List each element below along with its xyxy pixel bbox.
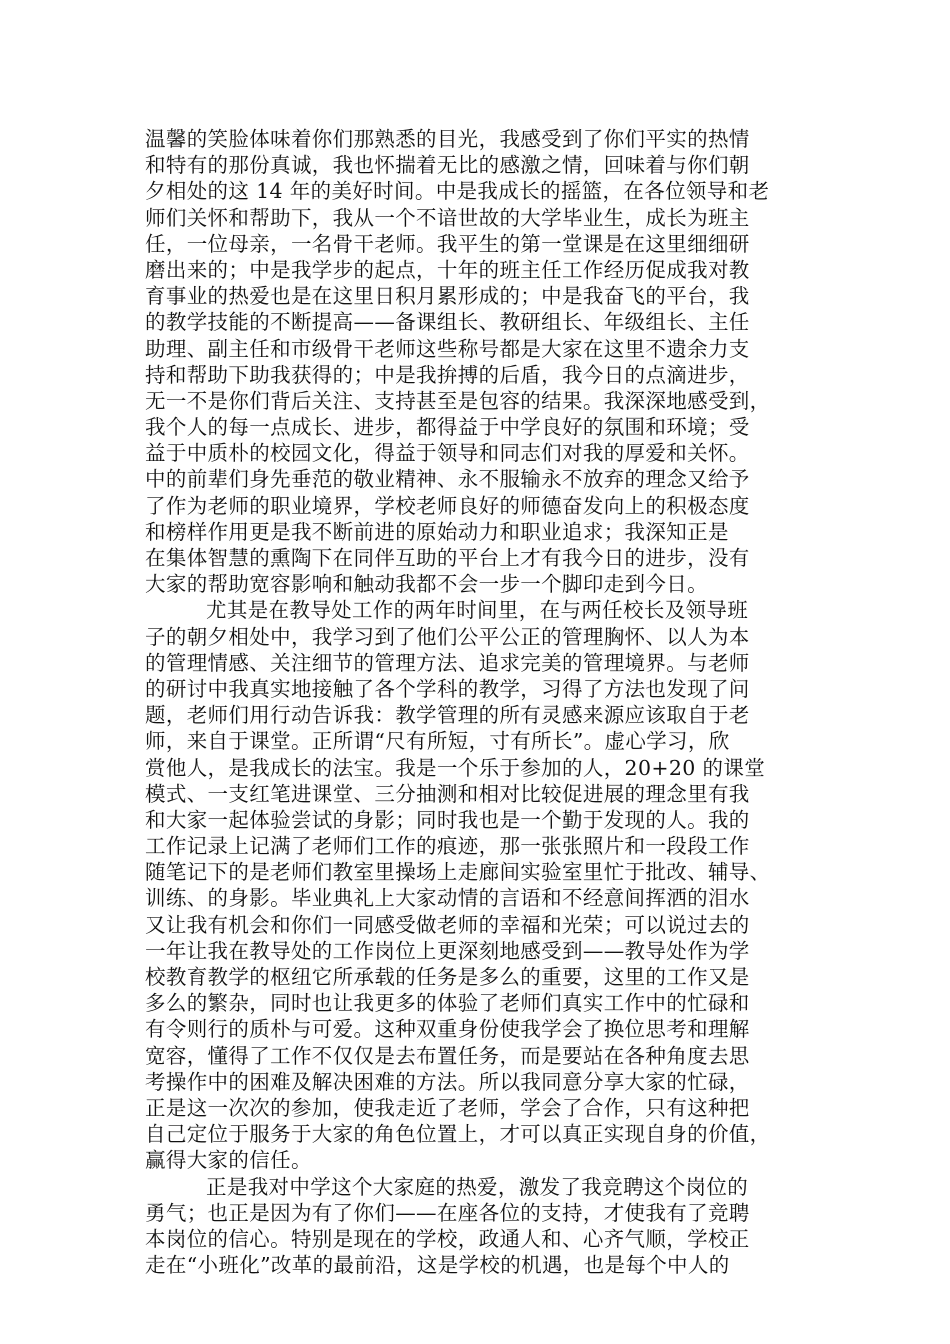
text-line: 随笔记下的是老师们教室里操场上走廊间实验室里忙于批改、辅导、: [145, 860, 771, 885]
text-line: 赏他人，是我成长的法宝。我是一个乐于参加的人，20+20 的课堂: [145, 755, 766, 780]
text-line: 的教学技能的不断提高——备课组长、教研组长、年级组长、主任: [145, 310, 750, 335]
text-line: 我个人的每一点成长、进步，都得益于中学良好的氛围和环境；受: [145, 415, 750, 440]
text-line: 任，一位母亲，一名骨干老师。我平生的第一堂课是在这里细细研: [145, 231, 750, 256]
text-line: 持和帮助下助我获得的；中是我拚搏的后盾，我今日的点滴进步，: [145, 362, 750, 387]
text-line: 了作为老师的职业境界，学校老师良好的师德奋发向上的积极态度: [145, 493, 750, 518]
text-line: 宽容，懂得了工作不仅仅是去布置任务，而是要站在各种角度去思: [145, 1043, 750, 1068]
text-line: 赢得大家的信任。: [145, 1148, 312, 1173]
text-line: 助理、副主任和市级骨干老师这些称号都是大家在这里不遗余力支: [145, 336, 750, 361]
text-line: 自己定位于服务于大家的角色位置上，才可以真正实现自身的价值，: [145, 1122, 771, 1147]
text-line: 校教育教学的枢纽它所承载的任务是多么的重要，这里的工作又是: [145, 965, 750, 989]
text-line: 师，来自于课堂。正所谓“尺有所短，寸有所长”。虚心学习，欣: [145, 729, 730, 754]
text-line: 子的朝夕相处中，我学习到了他们公平公正的管理胸怀、以人为本: [145, 624, 750, 649]
text-line: 多么的繁杂，同时也让我更多的体验了老师们真实工作中的忙碌和: [145, 991, 750, 1016]
text-line: 大家的帮助宽容影响和触动我都不会一步一个脚印走到今日。: [145, 572, 708, 597]
text-line: 在集体智慧的熏陶下在同伴互助的平台上才有我今日的进步，没有: [145, 546, 750, 570]
text-line: 和榜样作用更是我不断前进的原始动力和职业追求；我深知正是: [145, 519, 729, 544]
text-line: 模式、一支红笔进课堂、三分抽测和相对比较促进展的理念里有我: [145, 781, 750, 806]
text-line: 本岗位的信心。特别是现在的学校，政通人和、心齐气顺，学校正: [145, 1226, 750, 1251]
text-line: 温馨的笑脸体味着你们那熟悉的目光，我感受到了你们平实的热情: [145, 127, 750, 151]
text-line: 磨出来的；中是我学步的起点，十年的班主任工作经历促成我对教: [145, 257, 750, 282]
text-line: 无一不是你们背后关注、支持甚至是包容的结果。我深深地感受到，: [145, 388, 771, 413]
text-line: 夕相处的这 14 年的美好时间。中是我成长的摇篮，在各位领导和老: [145, 179, 770, 204]
paragraph-start-line: 尤其是在教导处工作的两年时间里，在与两任校长及领导班: [206, 598, 749, 623]
text-line: 和大家一起体验尝试的身影；同时我也是一个勤于发现的人。我的: [145, 807, 750, 832]
text-line: 的研讨中我真实地接触了各个学科的教学，习得了方法也发现了问: [145, 676, 750, 701]
text-line: 勇气；也正是因为有了你们——在座各位的支持，才使我有了竞聘: [145, 1200, 750, 1225]
text-line: 一年让我在教导处的工作岗位上更深刻地感受到——教导处作为学: [145, 938, 750, 963]
text-line: 走在“小班化”改革的最前沿，这是学校的机遇，也是每个中人的: [145, 1253, 730, 1278]
text-line: 有令则行的质朴与可爱。这种双重身份使我学会了换位思考和理解: [145, 1017, 750, 1042]
text-line: 的管理情感、关注细节的管理方法、追求完美的管理境界。与老师: [145, 650, 750, 675]
text-line: 又让我有机会和你们一同感受做老师的幸福和光荣；可以说过去的: [145, 912, 750, 937]
text-line: 考操作中的困难及解决困难的方法。所以我同意分享大家的忙碌，: [145, 1069, 750, 1094]
text-line: 师们关怀和帮助下，我从一个不谙世故的大学毕业生，成长为班主: [145, 205, 750, 230]
text-line: 中的前辈们身先垂范的敬业精神、永不服输永不放弃的理念又给予: [145, 467, 750, 492]
text-line: 益于中质朴的校园文化，得益于领导和同志们对我的厚爱和关怀。: [145, 441, 750, 466]
paragraph-start-line: 正是我对中学这个大家庭的热爱，激发了我竞聘这个岗位的: [206, 1174, 749, 1199]
text-line: 题，老师们用行动告诉我：教学管理的所有灵感来源应该取自于老: [145, 703, 750, 728]
text-line: 育事业的热爱也是在这里日积月累形成的；中是我奋飞的平台，我: [145, 284, 750, 309]
text-line: 训练、的身影。毕业典礼上大家动情的言语和不经意间挥洒的泪水: [145, 886, 750, 911]
text-line: 工作记录上记满了老师们工作的痕迹，那一张张照片和一段段工作: [145, 834, 750, 859]
text-line: 和特有的那份真诚，我也怀揣着无比的感激之情，回味着与你们朝: [145, 153, 750, 178]
document-body-text: [145, 126, 810, 1278]
text-line: 正是这一次次的参加，使我走近了老师，学会了合作，只有这种把: [145, 1095, 750, 1120]
